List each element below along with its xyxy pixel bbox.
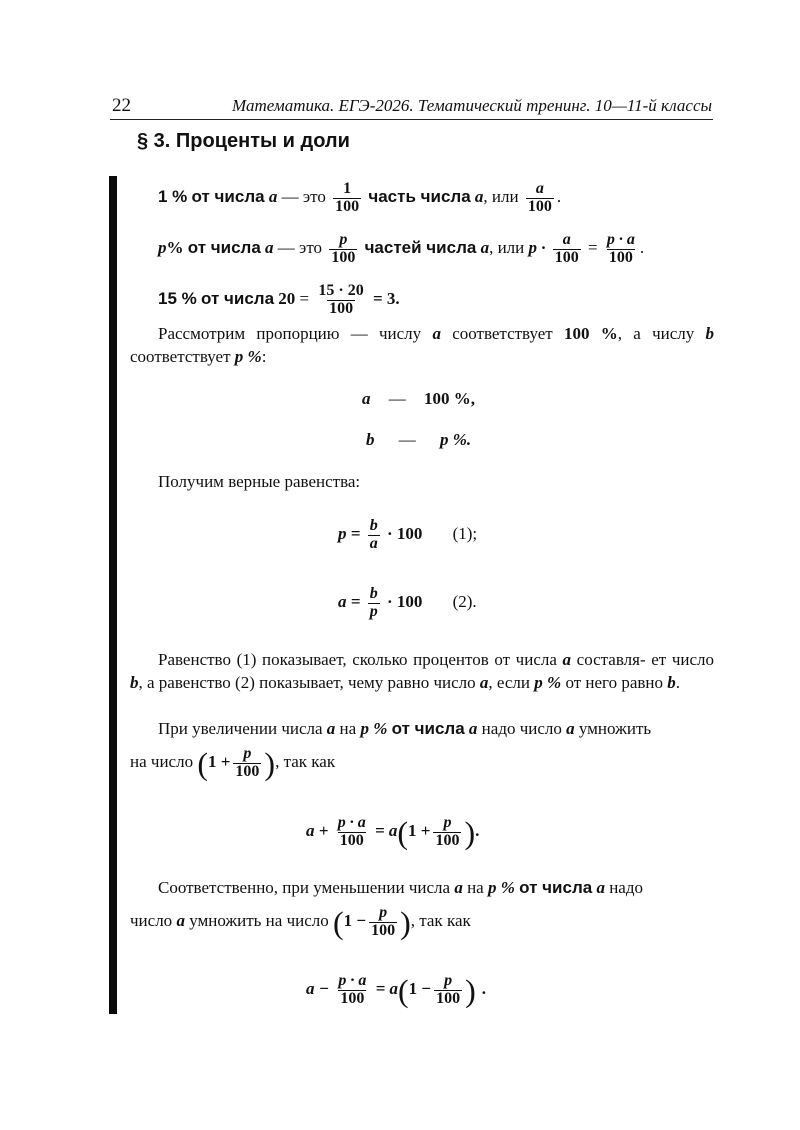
fraction	[336, 973, 368, 1008]
var-b: b	[130, 673, 139, 692]
fraction-numerator: p	[379, 904, 388, 921]
text: на	[339, 719, 357, 738]
formula-lhs: a −	[306, 979, 330, 999]
parts-of-text: частей числа	[364, 238, 477, 258]
p-pct: p %	[534, 673, 562, 692]
fraction	[336, 815, 368, 850]
fraction-denominator: 100	[436, 989, 461, 1007]
factor: 1 +	[408, 821, 431, 841]
definition-line-1	[158, 181, 561, 216]
equalities-intro: Получим верные равенства:	[158, 472, 361, 491]
pct-text: 15 %	[158, 289, 197, 309]
row-dash: —	[398, 430, 416, 449]
factor: 1 −	[343, 911, 367, 931]
eq-lhs: a =	[338, 592, 361, 612]
explanation-paragraph	[130, 648, 714, 694]
text: на число	[130, 752, 194, 772]
text: При увеличении числа	[158, 719, 323, 738]
fraction	[233, 746, 261, 781]
fraction-numerator: p · a	[337, 814, 366, 831]
increase-line-1	[130, 717, 714, 740]
equals: =	[299, 289, 310, 309]
fraction-denominator: 100	[235, 762, 260, 780]
equals: =	[588, 238, 598, 258]
right-paren: )	[465, 972, 476, 1009]
text: от	[565, 673, 582, 692]
equation-2	[338, 586, 477, 621]
proportion-row-1	[362, 390, 475, 407]
increase-line-2	[130, 746, 335, 781]
fraction-numerator: p	[443, 814, 452, 831]
period: .	[481, 979, 486, 999]
var-a: a	[468, 719, 478, 738]
fraction-numerator: p	[243, 745, 252, 762]
var-a: a	[432, 324, 441, 343]
var-p: p	[158, 238, 167, 258]
text: него равно	[585, 673, 664, 692]
text: .	[675, 673, 681, 692]
fraction-numerator: b	[369, 517, 378, 534]
formula-lhs: a +	[306, 821, 329, 841]
eq-lhs: p =	[338, 524, 361, 544]
var-a: a	[176, 911, 185, 931]
eq-label: (1);	[452, 524, 478, 544]
fraction-denominator: 100	[329, 299, 354, 317]
margin-bar	[109, 176, 117, 1014]
var-a: a	[268, 187, 278, 207]
fraction-numerator: 1	[343, 180, 352, 197]
fraction-numerator: p	[339, 231, 348, 248]
increase-formula	[306, 815, 479, 850]
decrease-line-1	[130, 876, 714, 899]
text: Рассмотрим пропорцию — числу	[158, 324, 422, 343]
text: надо число	[481, 719, 562, 738]
var-a: a	[474, 187, 484, 207]
row-right: p %.	[440, 430, 472, 449]
fraction	[605, 232, 637, 267]
text: надо	[609, 878, 643, 897]
fraction-denominator: 100	[340, 989, 365, 1007]
fraction	[369, 905, 397, 940]
row-right: 100 %,	[424, 389, 475, 408]
period: .	[475, 821, 480, 841]
text: , если	[488, 673, 531, 692]
text: Равенство (1) показывает, сколько процентов от числа	[158, 650, 557, 669]
formula-eq: = a	[375, 979, 398, 999]
decrease-line-2	[130, 905, 471, 940]
fraction-denominator: p	[369, 602, 378, 620]
var-a: a	[479, 673, 489, 692]
fraction-denominator: 100	[339, 831, 364, 849]
header-rule	[110, 119, 713, 120]
of-number-text: от числа	[391, 719, 465, 738]
var-b: b	[705, 324, 715, 343]
var-a: a	[480, 238, 490, 258]
text: , а равенство (2) показывает, чему равно число	[138, 673, 476, 692]
of-number-text: от числа	[191, 187, 265, 207]
eq-rest: · 100	[386, 524, 423, 544]
formula-eq: = a	[374, 821, 398, 841]
text: на	[467, 878, 484, 897]
fraction	[434, 973, 462, 1008]
of-number-text: от числа	[201, 289, 275, 309]
row-dash: —	[388, 389, 406, 408]
result: = 3.	[372, 289, 400, 309]
period: .	[639, 238, 645, 258]
page-number: 22	[112, 95, 131, 116]
fraction-denominator: 100	[371, 921, 396, 939]
number: 20	[278, 289, 296, 309]
text: соответствует	[452, 324, 553, 343]
fraction	[526, 181, 554, 216]
pct-text: 1 %	[158, 187, 188, 207]
of-number-text: от числа	[519, 878, 593, 897]
text: умножить на число	[189, 911, 329, 931]
fraction-denominator: 100	[335, 197, 360, 215]
text: Соответственно, при уменьшении числа	[158, 878, 451, 897]
fraction-denominator: 100	[554, 248, 579, 266]
text: число	[130, 911, 173, 931]
of-number-text: от числа	[187, 238, 261, 258]
text: ет число	[651, 650, 715, 669]
row-left: a	[362, 389, 371, 408]
factor: 1 −	[408, 979, 432, 999]
var-a: a	[562, 650, 572, 669]
text: , а числу	[617, 324, 695, 343]
fraction	[316, 283, 365, 318]
fraction-numerator: b	[369, 585, 378, 602]
left-paren: (	[397, 814, 409, 851]
text: умножить	[578, 719, 652, 738]
dash-this: — это	[277, 238, 323, 258]
var-a: a	[265, 238, 274, 258]
dash-this: — это	[281, 187, 326, 207]
p-pct: p %	[487, 878, 515, 897]
eq-rest: · 100	[386, 592, 423, 612]
fraction-numerator: p · a	[606, 231, 635, 248]
row-left: b	[366, 430, 375, 449]
hundred-pct: 100 %	[564, 324, 618, 343]
var-a: a	[566, 719, 575, 738]
comma-or: , или	[489, 238, 525, 258]
text: составля-	[576, 650, 646, 669]
colon: :	[261, 347, 267, 366]
text: соответствует	[130, 347, 231, 366]
var-a: a	[454, 878, 463, 897]
proportion-row-2	[366, 431, 471, 448]
eq-label: (2).	[452, 592, 477, 612]
fraction-denominator: 100	[331, 248, 356, 266]
fraction-numerator: 15 · 20	[318, 282, 364, 299]
pct-sign: %	[166, 238, 184, 258]
comma-or: , или	[483, 187, 519, 207]
var-a: a	[596, 878, 605, 897]
fraction	[368, 518, 380, 553]
left-paren: (	[398, 972, 409, 1009]
fraction-numerator: p · a	[338, 972, 367, 989]
text: , так как	[275, 752, 336, 772]
p-pct: p %	[360, 719, 388, 738]
definition-line-3	[158, 283, 400, 318]
fraction-numerator: a	[535, 180, 544, 197]
p-pct: p %	[234, 347, 262, 366]
period: .	[556, 187, 562, 207]
fraction	[368, 586, 380, 621]
equation-1	[338, 518, 477, 553]
left-paren: (	[333, 904, 344, 941]
fraction	[329, 232, 357, 267]
fraction-numerator: a	[562, 231, 571, 248]
fraction-denominator: 100	[527, 197, 552, 215]
definition-line-2	[158, 232, 644, 267]
fraction	[553, 232, 581, 267]
var-a: a	[326, 719, 336, 738]
text: , так как	[410, 911, 471, 931]
fraction-denominator: a	[369, 534, 378, 552]
fraction	[333, 181, 361, 216]
part-of-text: часть числа	[368, 187, 471, 207]
section-title: § 3. Проценты и доли	[137, 130, 350, 152]
fraction-denominator: 100	[608, 248, 633, 266]
right-paren: )	[400, 904, 411, 941]
right-paren: )	[264, 745, 276, 782]
var-b: b	[667, 673, 676, 692]
fraction-numerator: p	[444, 972, 453, 989]
fraction-denominator: 100	[435, 831, 460, 849]
factor: 1 +	[207, 752, 231, 772]
fraction	[433, 815, 461, 850]
proportion-paragraph	[130, 322, 714, 368]
p-dot: p ·	[528, 238, 546, 258]
right-paren: )	[464, 814, 476, 851]
running-title: Математика. ЕГЭ-2026. Тематический тренинг. 10—11-й классы	[232, 96, 712, 115]
left-paren: (	[197, 745, 208, 782]
decrease-formula	[306, 973, 486, 1008]
